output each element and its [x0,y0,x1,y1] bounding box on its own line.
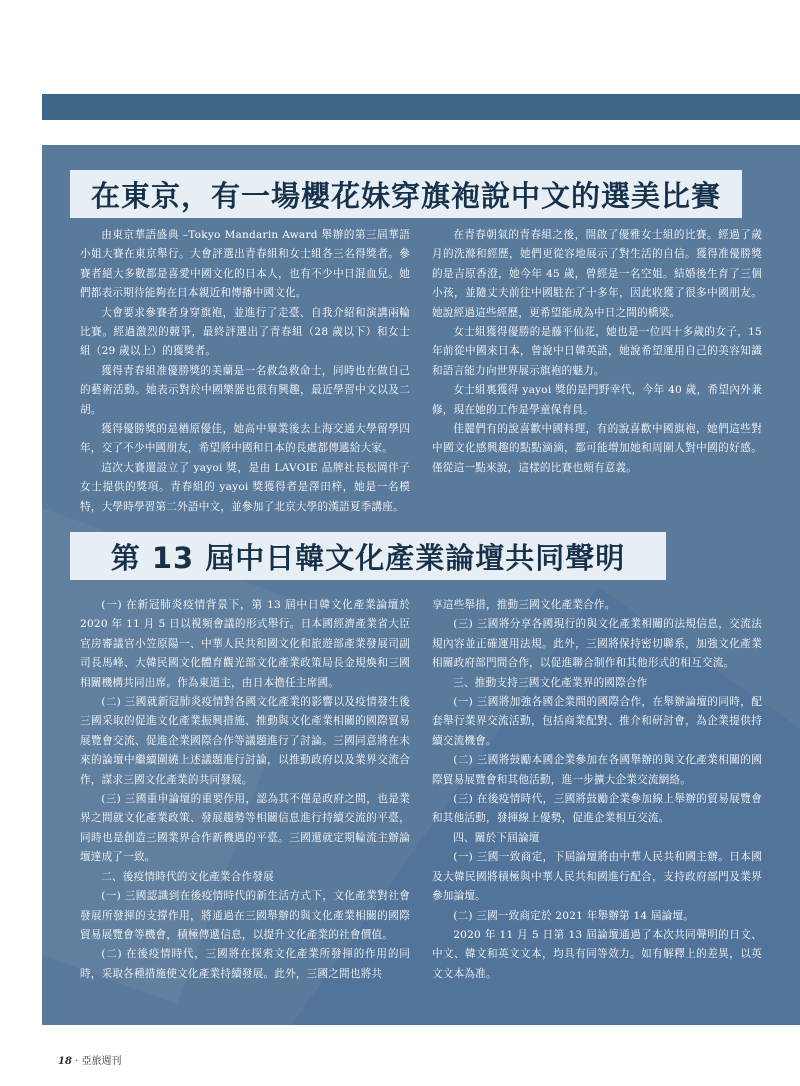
paragraph: 獲得優勝獎的是楢原優佳，她高中畢業後去上海交通大學留學四年，交了不少中國朋友，希望將中國和日本的長處都傳遞給大家。 [80,423,410,455]
article2-title-band [70,532,666,580]
paragraph: (一) 在新冠肺炎疫情背景下，第 13 屆中日韓文化產業論壇於 2020 年 11 月 5 日以視頻會議的形式舉行。日本國經濟產業省大臣官房審議官小笠原陽一、中華人民共和國文化和旅遊部產業發展司副司長馬峰、大韓民國文化體育觀光部文化產業政策局長金規煥和三國相關機構共同出席。作為東道主，由日本擔任主席國。 [80,599,410,689]
section-heading: 二、後疫情時代的文化產業合作發展 [101,870,274,883]
paragraph: 在青春朝氣的青春組之後，開啟了優雅女士組的比賽。經過了歲月的洗滌和經歷，她們更從容地展示了對生活的自信。獲得准優勝獎的是吉原香澄，她今年 45 歲，曾經是一名空姐。結婚後生育了三個小孩，並隨丈夫前往中國駐在了十多年，因此收獲了很多中國朋友。她說經過這些經歷，更希望能成為中日之間的橋梁。 [432,229,762,319]
paragraph: (三) 在後疫情時代，三國將鼓勵企業參加線上舉辦的貿易展覽會和其他活動，發揮線上優勢，促進企業相互交流。 [432,793,762,825]
paragraph: 佳麗們有的說喜歡中國料理，有的說喜歡中國旗袍，她們這些對中國文化感興趣的點點滴滴，都可能增加她和周圍人對中國的好感。僅從這一點來說，這樣的比賽也頗有意義。 [432,423,762,474]
article1-left-column [80,226,410,517]
article2-title: 第 13 屆中日韓文化產業論壇共同聲明 [110,540,626,575]
paragraph: (二) 三國一致商定於 2021 年舉辦第 14 屆論壇。 [453,909,695,922]
paragraph: 獲得青春組准優勝獎的美蘭是一名救急救命士，同時也在做自己的藝術活動。她表示對於中國樂器也很有興趣，最近學習中文以及二胡。 [80,364,410,416]
header-decorative-band [42,94,800,120]
section-heading: 三、推動支持三國文化產業界的國際合作 [453,676,648,689]
paragraph: (二) 在後疫情時代，三國將在探索文化產業所發揮的作用的同時，采取各種措施使文化產業持續發展。此外，三國之間也將共 [80,948,410,980]
paragraph-continuation: 享這些舉措，推動三國文化產業合作。 [432,599,616,611]
paragraph: 這次大賽還設立了 yayoi 獎，是由 LAVOIE 品牌社長松岡伴子女士提供的獎項。青春組的 yayoi 獎獲得者是澤田梓，她是一名模特，大學時學習第二外語中文，並參加了北京大學的漢語夏季講座。 [80,461,410,513]
section-heading: 四、關於下屆論壇 [453,831,540,844]
paragraph: (一) 三國將加強各國企業間的國際合作，在舉辦論壇的同時，配套舉行業界交流活動，包括商業配對、推介和研討會，為企業提供持續交流機會。 [432,696,762,747]
paragraph: (三) 三國將分享各國現行的與文化產業相關的法規信息，交流法規內容並正確運用法規。此外，三國將保持密切聯系，加強文化產業相關政府部門間合作，以促進聯合制作和其他形式的相互交流。 [432,618,762,670]
article2-left-column [80,596,410,984]
footer-separator: · [71,1056,82,1067]
paragraph: 由東京華語盛典 –Tokyo Mandarin Award 舉辦的第三屆華語小姐大賽在東京舉行。大會評選出青春組和女士組各三名得獎者。參賽者絕大多數都是喜愛中國文化的日本人，也有不少中日混血兒。她們都表示期待能夠在日本親近和傳播中國文化。 [80,229,410,300]
paragraph: 大會要求參賽者身穿旗袍，並進行了走臺、自我介紹和演講兩輪比賽。經過激烈的競爭，最終評選出了青春組（28 歲以下）和女士組（29 歲以上）的獲獎者。 [80,306,410,358]
paragraph: (三) 三國重申論壇的重要作用，認為其不僅是政府之間，也是業界之間就文化產業政策、發展趨勢等相關信息進行持續交流的平臺，同時也是創造三國業界合作新機遇的平臺。三國還就定期輪流主辦論壇達成了一致。 [80,793,410,864]
article1-title: 在東京，有一場櫻花妹穿旗袍說中文的選美比賽 [90,178,721,213]
paragraph: (二) 三國就新冠肺炎疫情對各國文化產業的影響以及疫情發生後三國采取的促進文化產業振興措施、推動與文化產業相關的國際貿易展覽會交流、促進企業國際合作等議題進行了討論。三國同意將在未來的論壇中繼續圍繞上述議題進行討論，以推動政府以及業界交流合作，謀求三國文化產業的共同發展。 [80,696,410,786]
paragraph: (二) 三國將鼓勵本國企業參加在各國舉辦的與文化產業相關的國際貿易展覽會和其他活動，進一步擴大企業交流網絡。 [432,754,762,786]
paragraph: 女士組獲得優勝的是藤平仙花，她也是一位四十多歲的女子，15 年前從中國來日本，曾說中日韓英語，她說希望運用自己的美容知識和語言能力向世界展示旗袍的魅力。 [432,326,762,377]
paragraph: (一) 三國認識到在後疫情時代的新生活方式下，文化產業對社會發展所發揮的支撐作用，將通過在三國舉辦的與文化產業相關的國際貿易展覽會等機會，積極傳遞信息，以提升文化產業的社會價值。 [80,890,410,941]
paragraph: 女士組裏獲得 yayoi 獎的是門野幸代，今年 40 歲，希望內外兼修，現在她的工作是學童保育員。 [432,384,762,416]
page-footer [58,1052,121,1067]
page-number: 18 [58,1056,72,1067]
paragraph: 2020 年 11 月 5 日第 13 屆論壇通過了本次共同聲明的日文、中文、韓文和英文文本，均具有同等效力。如有解釋上的差異，以英文文本為准。 [432,928,762,980]
article1-right-column [432,226,762,478]
publication-name: 亞旅週刊 [81,1056,122,1067]
paragraph: (一) 三國一致商定，下屆論壇將由中華人民共和國主辦。日本國及大韓民國將積極與中華人民共和國進行配合，支持政府部門及業界參加論壇。 [432,851,762,903]
article1-title-band [70,170,742,218]
article2-right-column [432,596,762,984]
